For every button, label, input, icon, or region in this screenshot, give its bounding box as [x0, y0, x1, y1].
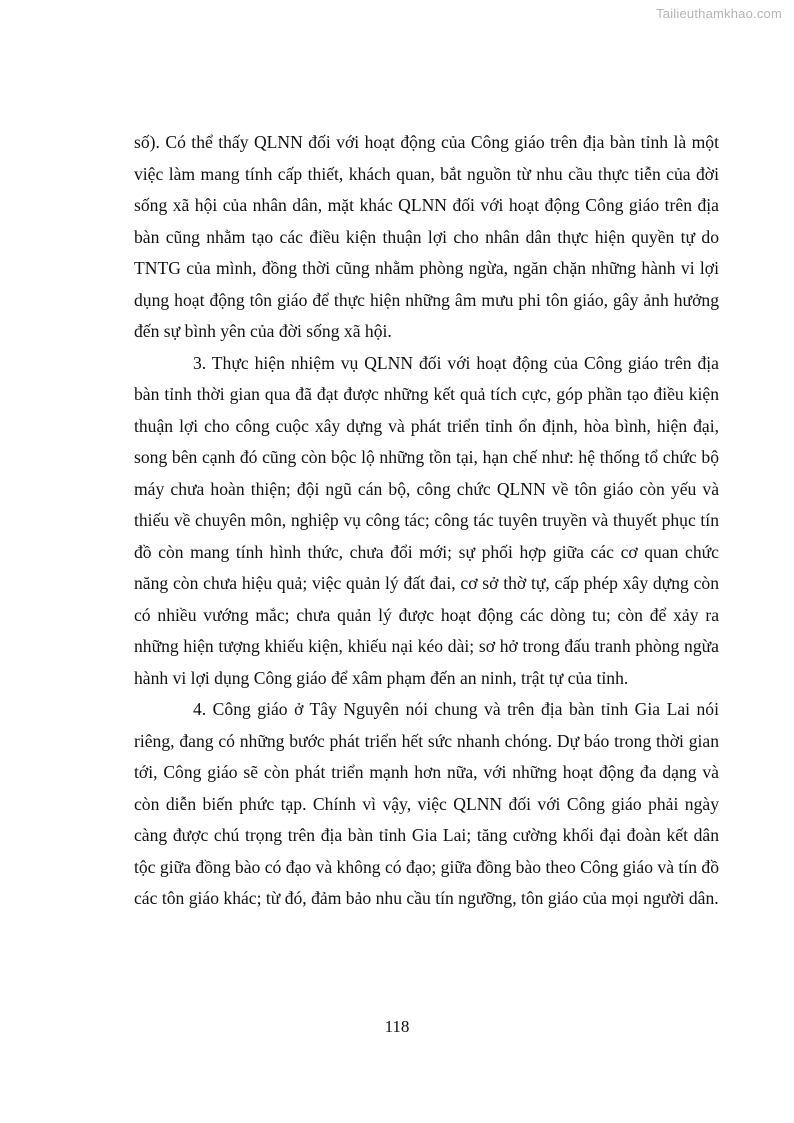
page-number: 118 — [384, 1017, 410, 1036]
document-body — [134, 127, 719, 915]
watermark-text: Tailieuthamkhao.com — [656, 6, 782, 21]
paragraph-item-3: 3. Thực hiện nhiệm vụ QLNN đối với hoạt động của Công giáo trên địa bàn tỉnh thời gian qua đã đạt được những kết quả tích cực, góp phần tạo điều kiện thuận lợi cho công cuộc xây dựng và phát triển tỉnh ổn định, hòa bình, hiện đại, song bên cạnh đó cũng còn bộc lộ những tồn tại, hạn chế như: hệ thống tổ chức bộ máy chưa hoàn thiện; đội ngũ cán bộ, công chức QLNN về tôn giáo còn yếu và thiếu về chuyên môn, nghiệp vụ công tác; công tác tuyên truyền và thuyết phục tín đồ còn mang tính hình thức, chưa đổi mới; sự phối hợp giữa các cơ quan chức năng còn chưa hiệu quả; việc quản lý đất đai, cơ sở thờ tự, cấp phép xây dựng còn có nhiều vướng mắc; chưa quản lý được hoạt động các dòng tu; còn để xảy ra những hiện tượng khiếu kiện, khiếu nại kéo dài; sơ hở trong đấu tranh phòng ngừa hành vi lợi dụng Công giáo để xâm phạm đến an ninh, trật tự của tỉnh. — [134, 352, 719, 688]
paragraph-continuation: số). Có thể thấy QLNN đối với hoạt động của Công giáo trên địa bàn tỉnh là một việc làm mang tính cấp thiết, khách quan, bắt nguồn từ nhu cầu thực tiễn của đời sống xã hội của nhân dân, mặt khác QLNN đối với hoạt động Công giáo trên địa bàn cũng nhằm tạo các điều kiện thuận lợi cho nhân dân thực hiện quyền tự do TNTG của mình, đồng thời cũng nhằm phòng ngừa, ngăn chặn những hành vi lợi dụng hoạt động tôn giáo để thực hiện những âm mưu phi tôn giáo, gây ảnh hưởng đến sự bình yên của đời sống xã hội. — [134, 132, 719, 341]
paragraph-item-4: 4. Công giáo ở Tây Nguyên nói chung và trên địa bàn tỉnh Gia Lai nói riêng, đang có những bước phát triển hết sức nhanh chóng. Dự báo trong thời gian tới, Công giáo sẽ còn phát triển mạnh hơn nữa, với những hoạt động đa dạng và còn diễn biến phức tạp. Chính vì vậy, việc QLNN đối với Công giáo phải ngày càng được chú trọng trên địa bàn tỉnh Gia Lai; tăng cường khối đại đoàn kết dân tộc giữa đồng bào có đạo và không có đạo; giữa đồng bào theo Công giáo và tín đồ các tôn giáo khác; từ đó, đảm bảo nhu cầu tín ngưỡng, tôn giáo của mọi người dân. — [134, 699, 719, 908]
